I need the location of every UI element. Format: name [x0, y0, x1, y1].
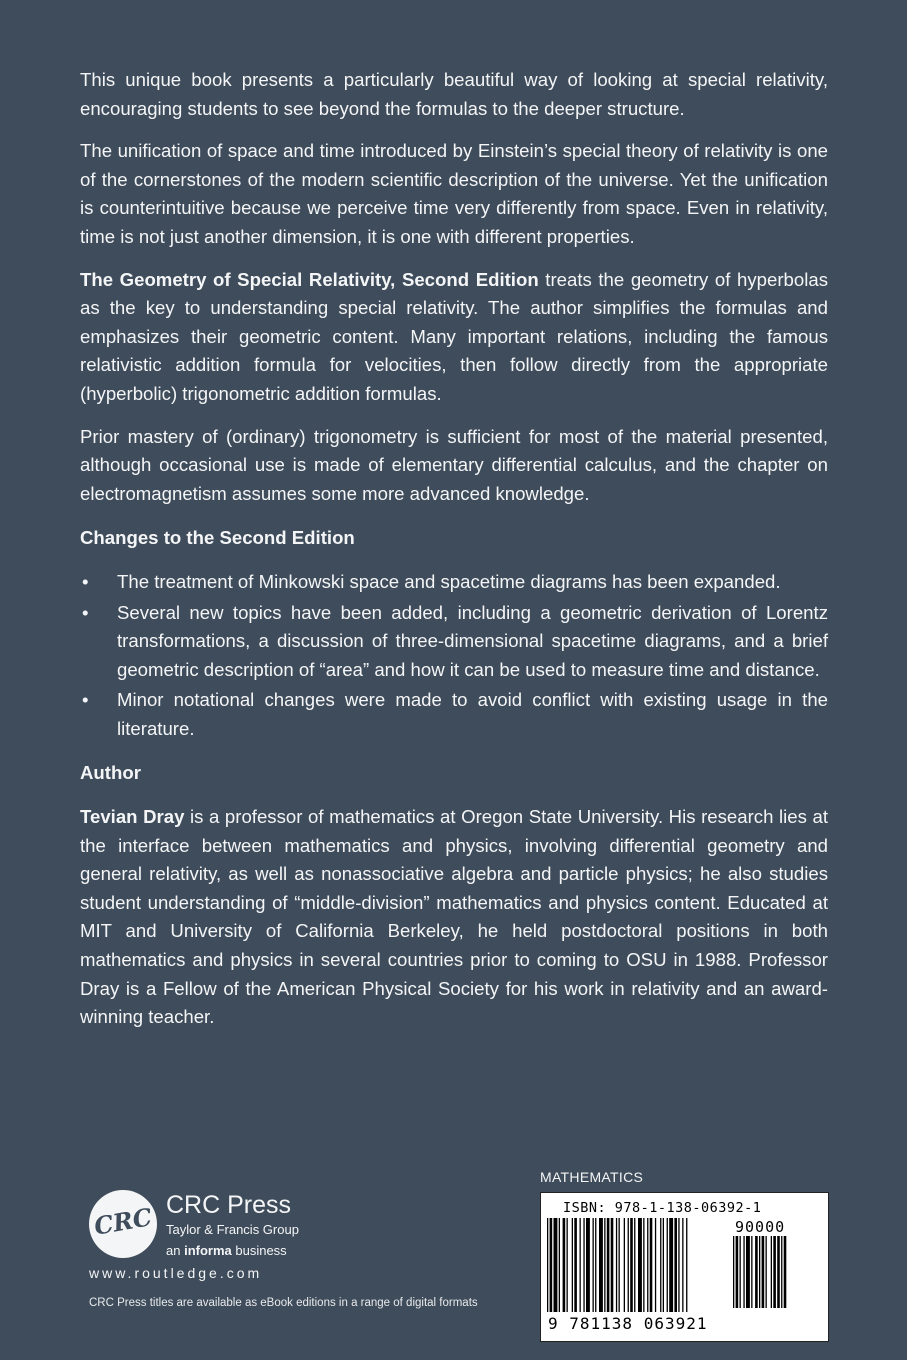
intro-paragraph-2: The unification of space and time introduced by Einstein’s special theory of relativity is one of the cornerstones of the modern scientific description of the universe. Yet the unification is counterintuitive because we perceive time very differently from space. Even in relativity, time is not just another dimension, it is one with different properties. — [80, 140, 828, 247]
barcode-bar — [580, 1218, 581, 1312]
barcode-bar — [599, 1218, 603, 1312]
barcode-addon-bar — [762, 1236, 765, 1308]
barcode-bar — [630, 1218, 633, 1312]
barcode-bar — [650, 1218, 653, 1312]
barcode-bar — [678, 1218, 679, 1312]
author-heading: Author — [80, 762, 141, 784]
barcode-bar — [643, 1218, 644, 1312]
barcode-bar — [550, 1218, 553, 1312]
barcode-addon-bar — [766, 1236, 767, 1308]
barcode-bar — [559, 1218, 560, 1312]
barcode-bar — [616, 1218, 617, 1312]
barcode-bar — [583, 1218, 584, 1312]
barcode-bar — [628, 1218, 629, 1312]
barcode-bar — [682, 1218, 683, 1312]
barcode-bar — [586, 1218, 590, 1312]
barcode-bar — [574, 1218, 577, 1312]
barcode-bar — [624, 1218, 625, 1312]
barcode-bar — [674, 1218, 677, 1312]
back-cover-text — [80, 66, 828, 1046]
barcode-addon-number: 90000 — [735, 1218, 786, 1236]
barcode-addon-bar — [746, 1236, 750, 1308]
publisher-url[interactable]: www.routledge.com — [89, 1265, 263, 1281]
barcode-addon-bar — [736, 1236, 739, 1308]
changes-heading: Changes to the Second Edition — [80, 527, 355, 549]
barcode-addon-bar — [771, 1236, 772, 1308]
barcode-bar — [604, 1218, 605, 1312]
ebook-note: CRC Press titles are available as eBook editions in a range of digital formats — [89, 1297, 478, 1309]
barcode-bar — [667, 1218, 668, 1312]
barcode-bar — [647, 1218, 648, 1312]
barcode-bar — [638, 1218, 642, 1312]
barcode-bar — [686, 1218, 687, 1312]
barcode-bar — [669, 1218, 673, 1312]
barcode-addon-bar — [743, 1236, 744, 1308]
isbn-label: ISBN: 978-1-138-06392-1 — [563, 1200, 762, 1216]
barcode-addon-bar — [777, 1236, 780, 1308]
category-label: MATHEMATICS — [540, 1169, 644, 1185]
intro-paragraph-3 — [80, 266, 828, 409]
author-bio — [80, 803, 828, 1032]
bullet: • — [82, 570, 89, 592]
bullet: • — [82, 601, 89, 623]
barcode-bar — [595, 1218, 596, 1312]
barcode-addon-bar — [755, 1236, 758, 1308]
barcode-bar — [663, 1218, 664, 1312]
barcode-bar — [593, 1218, 594, 1312]
barcode-bar — [611, 1218, 614, 1312]
barcode-bar — [563, 1218, 566, 1312]
author-bio-text: is a professor of mathematics at Oregon State University. His research lies at the interface between mathematics and physics, involving differential geometry and general relativity, as well as nonassociative algebra and particle physics; he also studies student understanding of “middle-division” mathematics and physics content. Educated at MIT and University of California Berkeley, he held postdoctoral positions in both mathematics and physics in several countries prior to coming to OSU in 1988. Professor Dray is a Fellow of the American Physical Society for his work in relativity and an award-winning teacher. — [80, 806, 828, 1028]
book-title: The Geometry of Special Relativity, Second Edition — [80, 268, 539, 290]
barcode-bar — [607, 1218, 610, 1312]
barcode-addon-bar — [759, 1236, 760, 1308]
barcode-bar — [572, 1218, 573, 1312]
barcode-addon-bar — [751, 1236, 752, 1308]
barcode-addon-bar — [733, 1236, 734, 1308]
publisher-name: CRC Press — [166, 1191, 292, 1219]
intro-paragraph-1: This unique book presents a particularly beautiful way of looking at special relativity, encouraging students to see beyond the formulas to the deeper structure. — [80, 69, 828, 119]
barcode-addon-bar — [773, 1236, 776, 1308]
crc-logo: CRC — [89, 1190, 157, 1258]
barcode-bar — [660, 1218, 661, 1312]
changes-list — [80, 568, 828, 744]
list-item: • Minor notational changes were made to avoid conflict with existing usage in the literature. — [80, 686, 828, 743]
informa-tagline: an informa business — [166, 1243, 287, 1258]
barcode-bar — [567, 1218, 568, 1312]
barcode — [547, 1218, 821, 1316]
barcode-addon-bar — [740, 1236, 741, 1308]
barcode-bar — [547, 1218, 548, 1312]
barcode-bar — [655, 1218, 656, 1312]
intro-paragraph-4: Prior mastery of (ordinary) trigonometry is sufficient for most of the material presented, although occasional use is made of elementary differential calculus, and the chapter on electromagnetism assumes some more advanced knowledge. — [80, 425, 828, 504]
list-item: • Several new topics have been added, including a geometric derivation of Lorentz transformations, a discussion of three-dimensional spacetime diagrams, and a brief geometric description of “area” and how it can be used to measure time and distance. — [80, 599, 828, 685]
intro-paragraph-3-text: treats the geometry of hyperbolas as the key to understanding special relativity. The author simplifies the formulas and emphasizes their geometric content. Many important relations, including the famous relativistic addition formula for velocities, then follow directly from the appropriate (hyperbolic) trigonometric addition formulas. — [80, 268, 828, 404]
barcode-bar — [554, 1218, 558, 1312]
barcode-bar — [634, 1218, 635, 1312]
barcode-bar — [619, 1218, 620, 1312]
barcode-number: 9 781138 063921 — [548, 1314, 708, 1333]
barcode-addon-bar — [784, 1236, 787, 1308]
author-name: Tevian Dray — [80, 806, 185, 828]
publisher-group: Taylor & Francis Group — [166, 1222, 299, 1237]
bullet: • — [82, 689, 89, 711]
barcode-addon-bar — [781, 1236, 782, 1308]
list-item: • The treatment of Minkowski space and spacetime diagrams has been expanded. — [80, 568, 828, 597]
